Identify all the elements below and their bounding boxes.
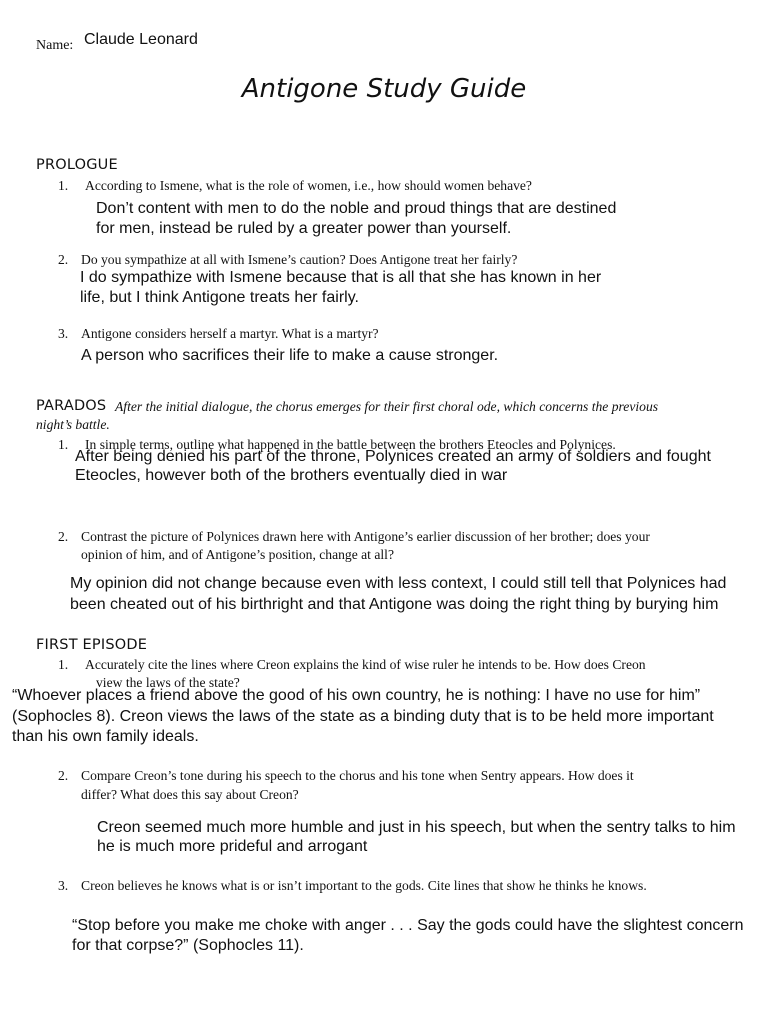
answer-line: “Stop before you make me choke with anger . . . Say the gods could have the slightest concern <box>72 917 744 934</box>
section-heading-parados: PARADOS <box>36 398 107 414</box>
answer-line: for that corpse?” (Sophocles 11). <box>72 937 304 954</box>
section-heading-first-episode: FIRST EPISODE <box>36 637 148 653</box>
answer-line: Eteocles, however both of the brothers eventually died in war <box>75 467 508 484</box>
question-number: 2. <box>58 768 69 783</box>
question-number: 3. <box>58 878 69 893</box>
question-number: 1. <box>58 437 69 452</box>
question-number: 3. <box>58 326 69 341</box>
question-text: In simple terms, outline what happened in the battle between the brothers Eteocles and Polynices. <box>85 437 616 452</box>
question-number: 2. <box>58 252 69 267</box>
question-text: Antigone considers herself a martyr. What is a martyr? <box>81 326 379 341</box>
question-text: Accurately cite the lines where Creon explains the kind of wise ruler he intends to be. How does Creon <box>85 657 646 672</box>
name-label: Name: <box>36 38 74 53</box>
question-text: differ? What does this say about Creon? <box>81 787 299 802</box>
answer-line: been cheated out of his birthright and that Antigone was doing the right thing by burying him <box>70 596 719 613</box>
question-text: Do you sympathize at all with Ismene’s caution? Does Antigone treat her fairly? <box>81 252 518 267</box>
answer-line: After being denied his part of the throne, Polynices created an army of soldiers and fought <box>75 448 711 465</box>
answer-line: My opinion did not change because even with less context, I could still tell that Polynices had <box>70 575 727 592</box>
answer-line: A person who sacrifices their life to make a cause stronger. <box>81 347 499 364</box>
question-text: opinion of him, and of Antigone’s position, change at all? <box>81 547 394 562</box>
page-title: Antigone Study Guide <box>241 74 527 104</box>
answer-line: life, but I think Antigone treats her fairly. <box>80 289 359 306</box>
answer-line: he is much more prideful and arrogant <box>97 838 368 855</box>
question-number: 1. <box>58 178 69 193</box>
question-number: 1. <box>58 657 69 672</box>
section-heading-prologue: PROLOGUE <box>36 157 118 173</box>
answer-line: Creon seemed much more humble and just in his speech, but when the sentry talks to him <box>97 819 736 836</box>
question-text: According to Ismene, what is the role of women, i.e., how should women behave? <box>85 178 532 193</box>
section-intro: night’s battle. <box>36 417 110 432</box>
question-text: Compare Creon’s tone during his speech to the chorus and his tone when Sentry appears. How does it <box>81 768 634 783</box>
question-text: Creon believes he knows what is or isn’t important to the gods. Cite lines that show he thinks he knows. <box>81 878 647 893</box>
answer-line: Don’t content with men to do the noble and proud things that are destined <box>96 200 617 217</box>
answer-line: for men, instead be ruled by a greater power than yourself. <box>96 220 512 237</box>
section-intro: After the initial dialogue, the chorus emerges for their first choral ode, which concerns the previous <box>115 399 659 414</box>
question-text: view the laws of the state? <box>96 675 240 690</box>
answer-line: I do sympathize with Ismene because that is all that she has known in her <box>80 269 602 286</box>
question-number: 2. <box>58 529 69 544</box>
answer-line: than his own family ideals. <box>12 728 199 745</box>
name-value: Claude Leonard <box>84 31 198 48</box>
answer-line: “Whoever places a friend above the good of his own country, he is nothing: I have no use for him” <box>12 687 701 704</box>
question-text: Contrast the picture of Polynices drawn here with Antigone’s earlier discussion of her brother; does your <box>81 529 650 544</box>
answer-line: (Sophocles 8). Creon views the laws of the state as a binding duty that is to be held more important <box>12 708 714 725</box>
